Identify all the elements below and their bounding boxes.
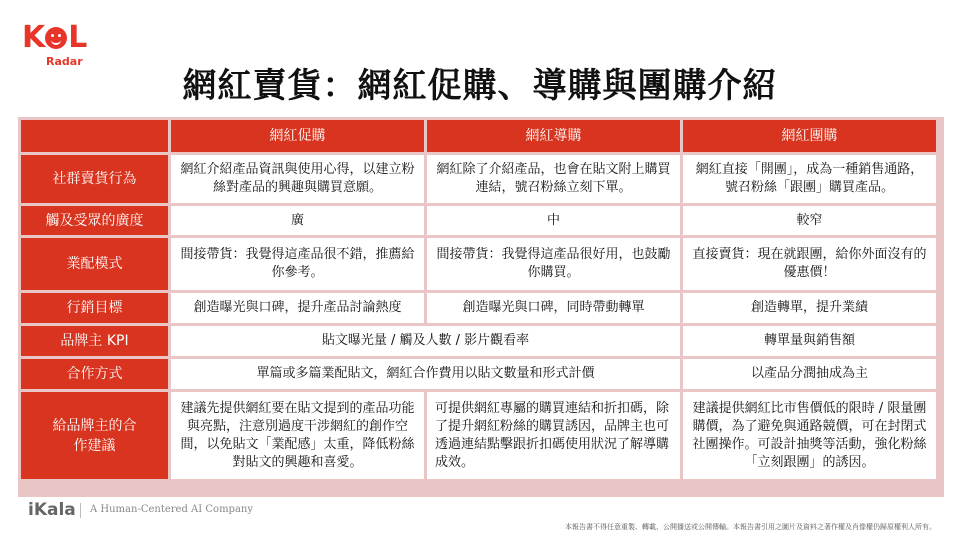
table-cell: 轉單量與銷售額 <box>683 326 936 356</box>
row-header: 給品牌主的合作建議 <box>21 392 168 479</box>
table-cell: 較窄 <box>683 206 936 235</box>
table-cell: 創造轉單，提升業績 <box>683 293 936 323</box>
table-cell: 以產品分潤抽成為主 <box>683 359 936 389</box>
table-cell: 網紅直接「開團」，成為一種銷售通路，號召粉絲「跟團」購買產品。 <box>683 155 936 203</box>
row-header: 社群賣貨行為 <box>21 155 168 203</box>
table-cell: 直接賣貨：現在就跟團，給你外面沒有的優惠價！ <box>683 238 936 290</box>
logo-wordmark: K L <box>22 20 87 55</box>
table-cell: 間接帶貨：我覺得這產品很不錯，推薦給你參考。 <box>171 238 424 290</box>
table-cell: 建議先提供網紅要在貼文提到的產品功能與亮點，注意別過度干涉網紅的創作空間，以免貼文「業配感」太重，降低粉絲對貼文的興趣和喜愛。 <box>171 392 424 479</box>
row-header: 品牌主 KPI <box>21 326 168 356</box>
table-cell: 間接帶貨：我覺得這產品很好用，也鼓勵你購買。 <box>427 238 680 290</box>
table-cell: 中 <box>427 206 680 235</box>
smiley-face-icon <box>45 27 67 49</box>
row-header: 行銷目標 <box>21 293 168 323</box>
row-header: 業配模式 <box>21 238 168 290</box>
footer-tagline: A Human-Centered AI Company <box>90 504 254 515</box>
table-cell: 網紅介紹產品資訊與使用心得，以建立粉絲對產品的興趣與購買意願。 <box>171 155 424 203</box>
table-cell: 創造曝光與口碑，同時帶動轉單 <box>427 293 680 323</box>
row-header: 合作方式 <box>21 359 168 389</box>
column-header: 網紅導購 <box>427 120 680 152</box>
table-corner <box>21 120 168 152</box>
comparison-table <box>18 117 944 497</box>
table-cell: 建議提供網紅比市售價低的限時 / 限量團購價，為了避免與通路競價，可在封閉式社團操作。可設計抽獎等活動，強化粉絲「立刻跟團」的誘因。 <box>683 392 936 479</box>
table-cell-merged: 貼文曝光量 / 觸及人數 / 影片觀看率 <box>171 326 680 356</box>
table-cell-merged: 單篇或多篇業配貼文，網紅合作費用以貼文數量和形式計價 <box>171 359 680 389</box>
row-header: 觸及受眾的廣度 <box>21 206 168 235</box>
table-cell: 網紅除了介紹產品，也會在貼文附上購買連結，號召粉絲立刻下單。 <box>427 155 680 203</box>
page-title: 網紅賣貨：網紅促購、導購與團購介紹 <box>182 66 778 106</box>
logo-subtitle: Radar <box>46 55 83 68</box>
disclaimer-text: 本報告書不得任意重製、轉載、公開播送或公開傳輸。本報告書引用之圖片及資料之著作權及肖像權仍歸原權利人所有。 <box>565 523 936 531</box>
table-cell: 廣 <box>171 206 424 235</box>
footer-divider <box>80 503 81 518</box>
column-header: 網紅促購 <box>171 120 424 152</box>
ikala-logo: iKala <box>28 500 76 520</box>
table-cell: 可提供網紅專屬的購買連結和折扣碼，除了提升網紅粉絲的購買誘因，品牌主也可透過連結點擊跟折扣碼使用狀況了解導購成效。 <box>427 392 680 479</box>
table-cell: 創造曝光與口碑，提升產品討論熱度 <box>171 293 424 323</box>
column-header: 網紅團購 <box>683 120 936 152</box>
